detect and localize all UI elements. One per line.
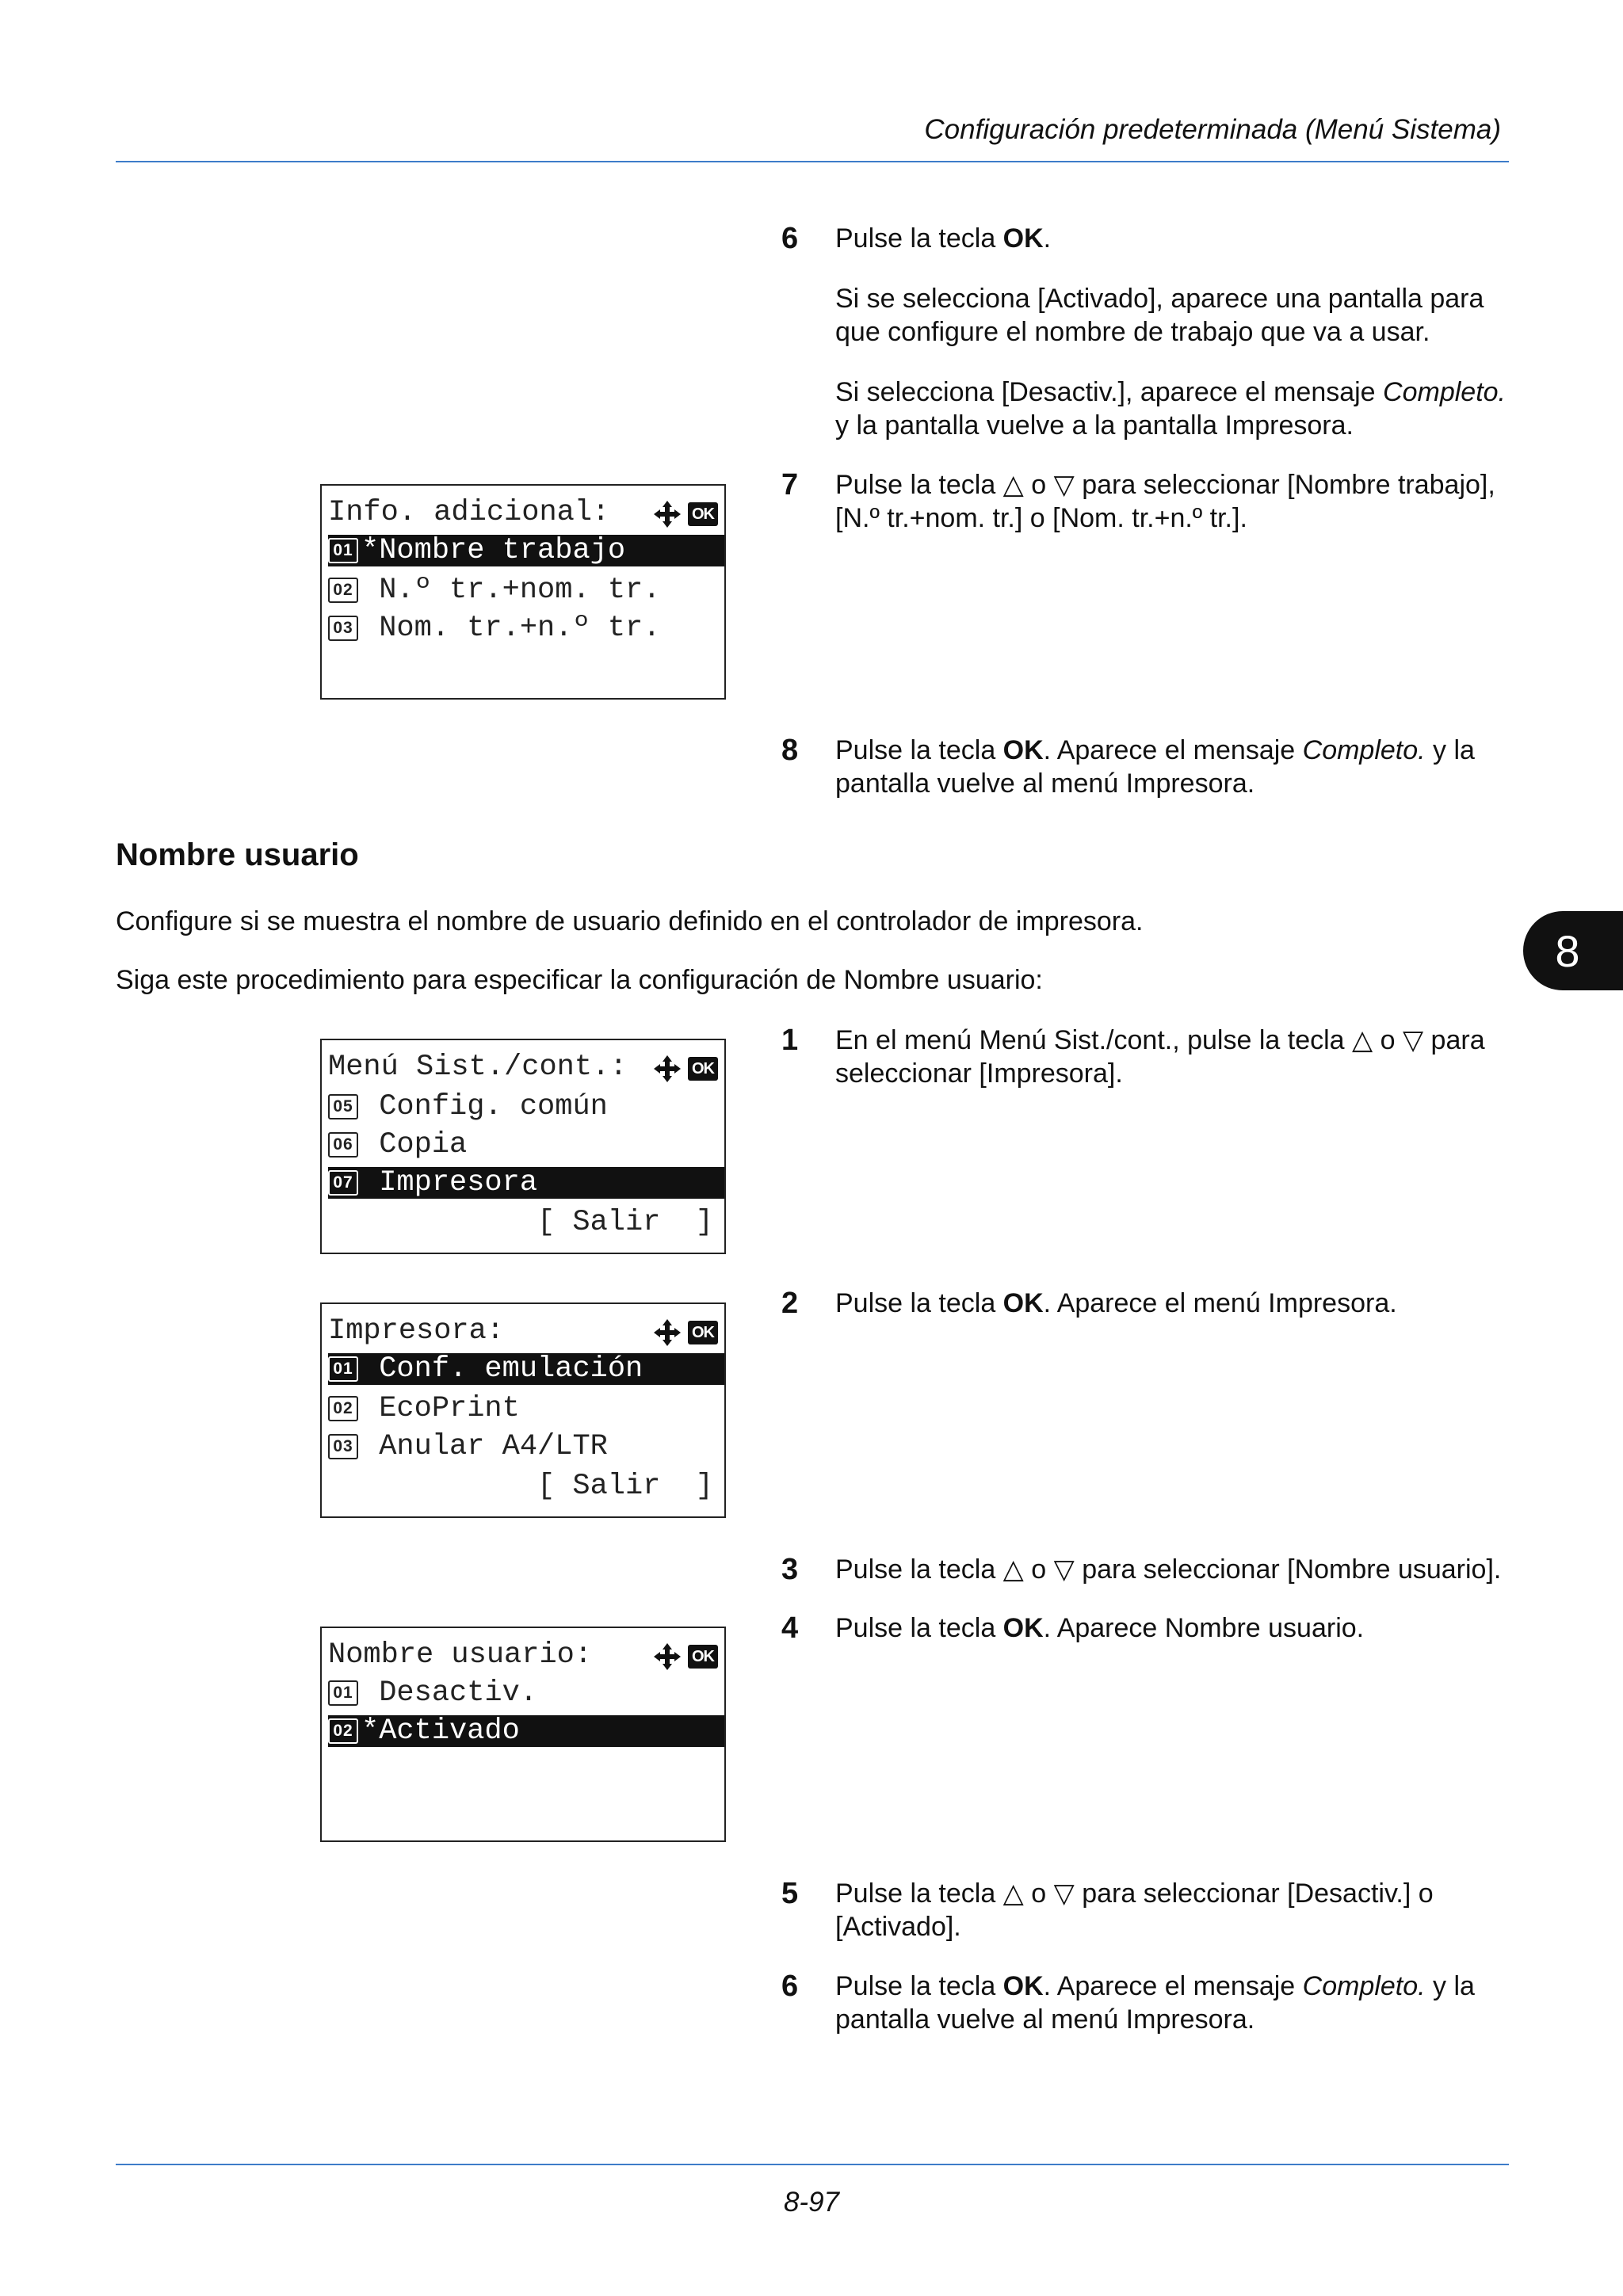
lcd-option: [328, 574, 724, 606]
lcd-option: [328, 1393, 724, 1425]
ok-icon: OK: [688, 502, 718, 526]
lcd-option-selected: [328, 1167, 724, 1199]
lcd-title: Nombre usuario:: [328, 1638, 593, 1672]
lcd-nav: [653, 500, 718, 528]
section-intro: Configure si se muestra el nombre de usuario definido en el controlador de impresora.: [116, 906, 1144, 936]
lcd-option: [328, 1431, 724, 1463]
page-header-title: Configuración predeterminada (Menú Sistema): [924, 114, 1501, 145]
option-label: Desactiv.: [361, 1676, 538, 1710]
step-number: 5: [781, 1877, 799, 1910]
step-text: Pulse la tecla OK.: [835, 223, 1052, 254]
lcd-title: Impresora:: [328, 1314, 505, 1348]
lcd-option: [328, 612, 724, 644]
option-label: *Nombre trabajo: [361, 534, 626, 567]
option-label: Copia: [361, 1128, 468, 1161]
footer-rule: [116, 2164, 1509, 2165]
four-way-arrows-icon: [653, 1055, 682, 1083]
ok-icon: OK: [688, 1321, 718, 1344]
lcd-nombre-usuario: [320, 1627, 726, 1842]
step-number: 2: [781, 1287, 799, 1320]
step-text: Pulse la tecla △ o ▽ para seleccionar [Desactiv.] o [Activado].: [835, 1878, 1434, 1942]
lcd-nav: [653, 1318, 718, 1347]
number-badge: 01: [328, 1680, 358, 1706]
number-badge: 01: [328, 1356, 358, 1382]
lcd-option-selected: [328, 535, 724, 566]
lcd-option: [328, 1677, 724, 1709]
step-number: 4: [781, 1611, 799, 1645]
number-badge: 02: [328, 1718, 358, 1744]
ok-icon: OK: [688, 1645, 718, 1669]
lcd-info-adicional: [320, 484, 726, 700]
page-number: 8-97: [783, 2187, 840, 2218]
lcd-exit-softkey: [ Salir ]: [537, 1206, 713, 1239]
lcd-nav: [653, 1055, 718, 1083]
option-label: Config. común: [361, 1090, 608, 1123]
step-text: En el menú Menú Sist./cont., pulse la tecla △ o ▽ para seleccionar [Impresora].: [835, 1025, 1485, 1089]
lcd-option-selected: [328, 1715, 724, 1747]
number-badge: 03: [328, 616, 358, 641]
lcd-menu-sist-cont: [320, 1039, 726, 1254]
lcd-option-selected: [328, 1353, 724, 1385]
number-badge: 02: [328, 578, 358, 603]
header-rule: [116, 161, 1509, 162]
lcd-option: [328, 1129, 724, 1161]
option-label: N.º tr.+nom. tr.: [361, 574, 661, 607]
step-number: 6: [781, 1970, 799, 2003]
step-note: Si se selecciona [Activado], aparece una pantalla para que configure el nombre de trabajo que va a usar.: [835, 284, 1484, 347]
step-text: Pulse la tecla △ o ▽ para seleccionar [Nombre trabajo], [N.º tr.+nom. tr.] o [Nom. tr.+n.º tr.].: [835, 470, 1495, 533]
section-title: Nombre usuario: [116, 837, 359, 872]
step-number: 6: [781, 222, 799, 255]
step-number: 8: [781, 734, 799, 767]
four-way-arrows-icon: [653, 1642, 682, 1671]
option-label: EcoPrint: [361, 1392, 520, 1425]
number-badge: 02: [328, 1396, 358, 1421]
option-label: Impresora: [361, 1166, 538, 1199]
number-badge: 03: [328, 1434, 358, 1459]
step-text: Pulse la tecla OK. Aparece el mensaje Completo. y la pantalla vuelve al menú Impresora.: [835, 1971, 1475, 2035]
number-badge: 07: [328, 1170, 358, 1196]
number-badge: 05: [328, 1094, 358, 1119]
lcd-title: Info. adicional:: [328, 496, 610, 529]
option-label: Anular A4/LTR: [361, 1430, 608, 1463]
option-label: *Activado: [361, 1714, 520, 1748]
step-text: Pulse la tecla △ o ▽ para seleccionar [Nombre usuario].: [835, 1554, 1502, 1585]
four-way-arrows-icon: [653, 1318, 682, 1347]
step-text: Pulse la tecla OK. Aparece el mensaje Completo. y la pantalla vuelve al menú Impresora.: [835, 735, 1475, 799]
four-way-arrows-icon: [653, 500, 682, 528]
step-number: 1: [781, 1024, 799, 1057]
option-label: Conf. emulación: [361, 1352, 643, 1386]
number-badge: 06: [328, 1132, 358, 1158]
number-badge: 01: [328, 538, 358, 563]
step-text: Pulse la tecla OK. Aparece Nombre usuario.: [835, 1613, 1365, 1643]
ok-icon: OK: [688, 1057, 718, 1081]
lcd-nav: [653, 1642, 718, 1671]
lcd-impresora: [320, 1302, 726, 1518]
lcd-option: [328, 1091, 724, 1123]
lcd-exit-softkey: [ Salir ]: [537, 1470, 713, 1503]
option-label: Nom. tr.+n.º tr.: [361, 612, 661, 645]
step-note: Si selecciona [Desactiv.], aparece el mensaje Completo. y la pantalla vuelve a la pantalla Impresora.: [835, 377, 1507, 441]
step-number: 7: [781, 468, 799, 502]
chapter-tab: 8: [1523, 911, 1623, 990]
section-intro: Siga este procedimiento para especificar la configuración de Nombre usuario:: [116, 965, 1043, 995]
lcd-title: Menú Sist./cont.:: [328, 1051, 628, 1084]
step-text: Pulse la tecla OK. Aparece el menú Impresora.: [835, 1288, 1397, 1318]
step-number: 3: [781, 1553, 799, 1586]
